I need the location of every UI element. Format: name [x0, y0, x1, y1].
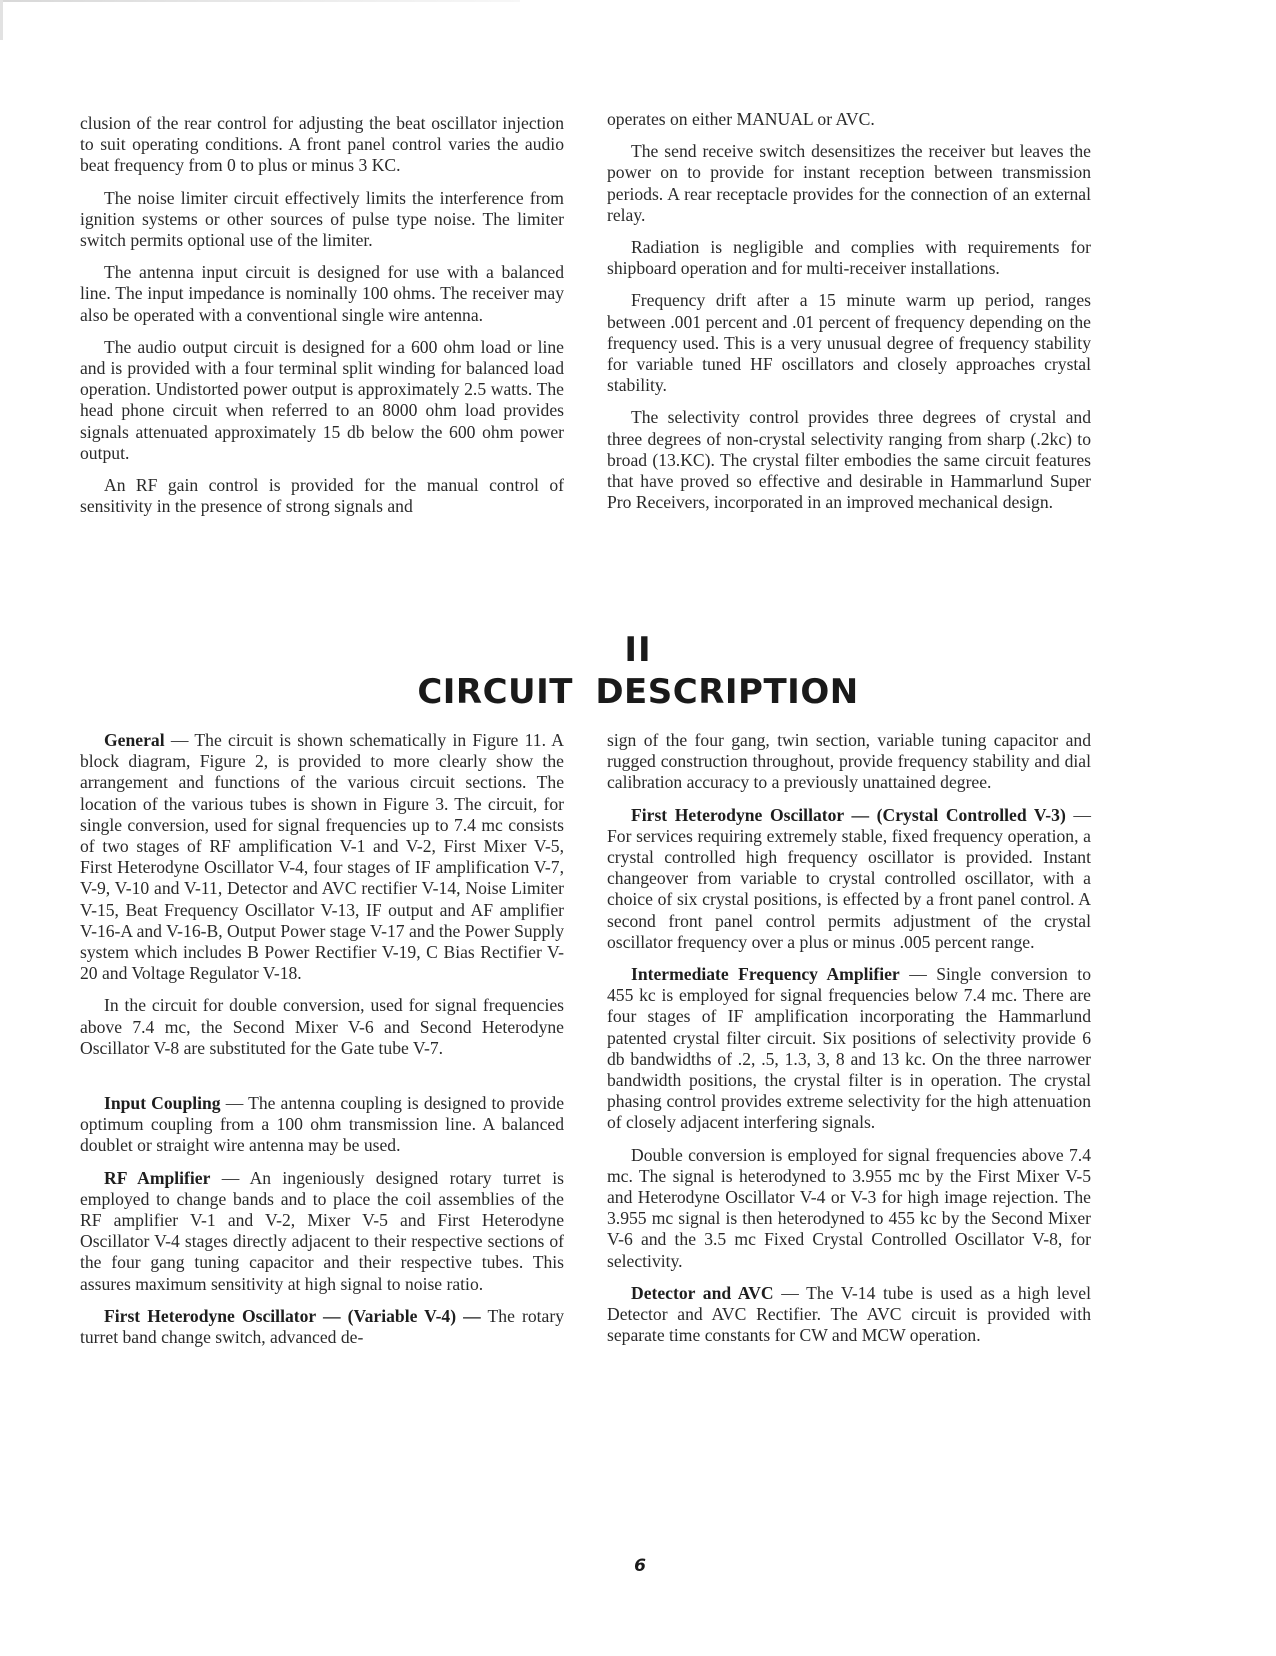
paragraph-body: — For services requiring extremely stable, fixed frequency operation, a crystal controlled high frequency oscillator is provided. Instant changeover from variable to crystal controlled oscillator, with a choice of six crystal positions, is effected by a front panel control. A second front panel control permits adjustment of the crystal oscillator frequency over a plus or minus .005 percent range. — [607, 804, 1091, 952]
paragraph-lead: Intermediate Frequency Amplifier — [631, 964, 900, 985]
paragraph-body: — The V-14 tube is used as a high level Detector and AVC Rectifier. The AVC circuit is provided with separate time constants for CW and MCW operation. — [607, 1282, 1091, 1346]
paragraph-input-coupling — [80, 1093, 564, 1157]
paragraph-lead: RF Amplifier — [104, 1167, 211, 1188]
paragraph: An RF gain control is provided for the manual control of sensitivity in the presence of strong signals and — [80, 475, 564, 517]
paragraph: The audio output circuit is designed for a 600 ohm load or line and is provided with a four terminal split winding for balanced load operation. Undistorted power output is approximately 2.5 watts. The head phone circuit when referred to an 8000 ohm load provides signals attenuated approximately 15 db below the 600 ohm power output. — [80, 336, 564, 463]
paragraph: clusion of the rear control for adjusting the beat oscillator injection to suit operating conditions. A front panel control varies the audio beat frequency from 0 to plus or minus 3 KC. — [80, 113, 564, 176]
paragraph: Double conversion is employed for signal frequencies above 7.4 mc. The signal is heterodyned to 3.955 mc by the First Mixer V-5 and Heterodyne Oscillator V-4 or V-3 for high image rejection. The 3.955 mc signal is then heterodyned to 455 kc by the Second Mixer V-6 and the 3.5 mc Fixed Crystal Controlled Oscillator V-8, for selectivity. — [607, 1144, 1091, 1271]
paragraph-lead: First Heterodyne Oscillator — (Crystal Controlled V-3) — [631, 804, 1066, 825]
paragraph-body: The rotary turret band change switch, advanced de- — [80, 1305, 565, 1348]
paragraph-first-heterodyne-crystal — [607, 805, 1091, 953]
paragraph-lead: First Heterodyne Oscillator — (Variable V-4) — — [104, 1305, 481, 1326]
paragraph: Radiation is negligible and complies with requirements for shipboard operation and for multi-receiver installations. — [607, 237, 1091, 279]
paragraph: operates on either MANUAL or AVC. — [607, 109, 875, 129]
paragraph-general — [80, 730, 564, 984]
paragraph: In the circuit for double conversion, used for signal frequencies above 7.4 mc, the Second Mixer V-6 and Second Heterodyne Oscillator V-8 are substituted for the Gate tube V-7. — [80, 995, 564, 1058]
paragraph-lead: Input Coupling — [104, 1093, 221, 1114]
paragraph: The send receive switch desensitizes the receiver but leaves the power on to provide for instant reception between transmission periods. A rear receptacle provides for the connection of an external relay. — [607, 141, 1091, 225]
paragraph-lead: General — [104, 730, 165, 750]
paragraph-first-heterodyne-variable — [80, 1306, 564, 1348]
paragraph-rf-amplifier — [80, 1168, 564, 1295]
paragraph-body: — Single conversion to 455 kc is employed for signal frequencies below 7.4 mc. There are four stages of IF amplification incorporating the Hammarlund patented crystal filter circuit. Six positions of selectivity provide 6 db bandwidths of .2, .5, 1.3, 3, 8 and 13 kc. On the three narrower bandwidth positions, the crystal filter is in operation. The crystal phasing control provides extreme selectivity for the high attenuation of closely adjacent interfering signals. — [607, 964, 1091, 1133]
paragraph: Frequency drift after a 15 minute warm up period, ranges between .001 percent and .01 percent of frequency depending on the frequency used. This is a very unusual degree of frequency stability for variable tuned HF oscillators and closely approaches crystal stability. — [607, 290, 1091, 396]
paragraph-if-amplifier — [607, 964, 1091, 1134]
scan-edge-top — [0, 0, 520, 2]
scan-edge-left — [0, 0, 3, 40]
top-left-column — [80, 113, 564, 528]
paragraph: The selectivity control provides three degrees of crystal and three degrees of non-crystal selectivity ranging from sharp (.2kc) to broad (13.KC). The crystal filter embodies the same circuit features that have proved so effective and desirable in Hammarlund Super Pro Receivers, incorporated in an improved mechanical design. — [607, 407, 1091, 513]
top-right-column — [607, 109, 1091, 524]
paragraph-detector-avc — [607, 1283, 1091, 1347]
bottom-left-column — [80, 730, 564, 1359]
paragraph: sign of the four gang, twin section, variable tuning capacitor and rugged construction throughout, provide frequency stability and dial calibration accuracy to a previously unattained degree. — [607, 730, 1091, 793]
section-number: II — [624, 630, 652, 670]
paragraph: The noise limiter circuit effectively limits the interference from ignition systems or other sources of pulse type noise. The limiter switch permits optional use of the limiter. — [80, 187, 564, 251]
paragraph-body: — An ingeniously designed rotary turret is employed to change bands and to place the coil assemblies of the RF amplifier V-1 and V-2, Mixer V-5 and First Heterodyne Oscillator V-4 stages directly adjacent to their respective sections of the four gang tuning capacitor and their respective tubes. This assures maximum sensitivity at high signal to noise ratio. — [80, 1167, 564, 1294]
bottom-right-column — [607, 730, 1091, 1357]
paragraph-lead: Detector and AVC — [631, 1282, 774, 1303]
page-number: 6 — [634, 1556, 646, 1576]
paragraph: The antenna input circuit is designed for use with a balanced line. The input impedance is nominally 100 ohms. The receiver may also be operated with a conventional single wire antenna. — [80, 262, 564, 325]
paragraph-body: — The antenna coupling is designed to provide optimum coupling from a 100 ohm transmission line. A balanced doublet or straight wire antenna may be used. — [80, 1093, 564, 1156]
section-title: CIRCUIT DESCRIPTION — [417, 672, 859, 712]
paragraph-body: — The circuit is shown schematically in Figure 11. A block diagram, Figure 2, is provided to more clearly show the arrangement and functions of the various circuit sections. The location of the various tubes is shown in Figure 3. The circuit, for single conversion, used for signal frequencies up to 7.4 mc consists of two stages of RF amplification V-1 and V-2, First Mixer V-5, First Heterodyne Oscillator V-4, four stages of IF amplification V-7, V-9, V-10 and V-11, Detector and AVC rectifier V-14, Noise Limiter V-15, Beat Frequency Oscillator V-13, IF output and AF amplifier V-16-A and V-16-B, Output Power stage V-17 and the Power Supply system which includes B Power Rectifier V-19, C Bias Rectifier V-20 and Voltage Regulator V-18. — [80, 730, 564, 984]
